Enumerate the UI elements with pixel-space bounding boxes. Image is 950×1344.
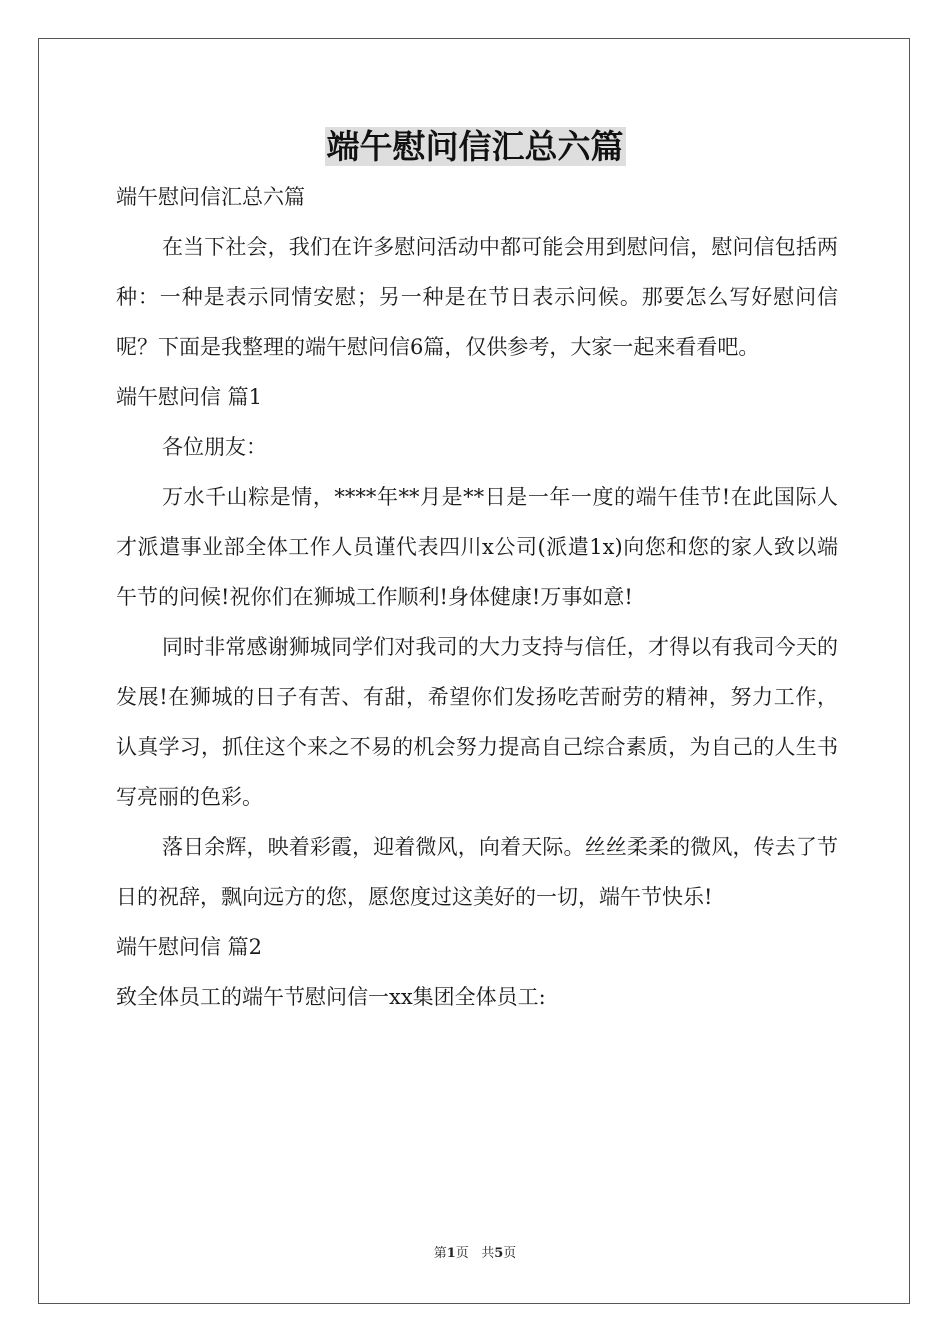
paragraph: 落日余辉，映着彩霞，迎着微风，向着天际。丝丝柔柔的微风，传去了节日的祝辞，飘向远方的您，愿您度过这美好的一切，端午节快乐!: [116, 835, 838, 909]
paragraph: 同时非常感谢狮城同学们对我司的大力支持与信任，才得以有我司今天的发展!在狮城的日子有苦、有甜，希望你们发扬吃苦耐劳的精神，努力工作，认真学习，抓住这个来之不易的机会努力提高自己综合素质，为自己的人生书写亮丽的色彩。: [116, 635, 838, 809]
paragraph: 各位朋友：: [162, 435, 267, 459]
footer-total-suffix: 页: [503, 1246, 517, 1261]
document-title-text: 端午慰问信汇总六篇: [326, 127, 624, 166]
footer-prefix: 第: [433, 1246, 447, 1261]
paragraph: 在当下社会，我们在许多慰问活动中都可能会用到慰问信，慰问信包括两种：一种是表示同情安慰；另一种是在节日表示问候。那要怎么写好慰问信呢？下面是我整理的端午慰问信6篇，仅供参考，大家一起来看看吧。: [116, 235, 838, 359]
paragraph: 端午慰问信汇总六篇: [116, 185, 305, 209]
document-body: [116, 172, 838, 1022]
paragraph: 致全体员工的端午节慰问信一xx集团全体员工:: [116, 985, 546, 1009]
section-heading: 端午慰问信 篇2: [116, 935, 263, 959]
page-footer: [0, 1244, 950, 1264]
footer-total-pages: 5: [494, 1246, 504, 1261]
document-title: [0, 122, 950, 172]
section-heading: 端午慰问信 篇1: [116, 385, 263, 409]
footer-page-number: 1: [446, 1246, 456, 1261]
footer-page-suffix: 页: [455, 1246, 469, 1261]
footer-total-prefix: 共: [481, 1246, 495, 1261]
paragraph: 万水千山粽是情，****年**月是**日是一年一度的端午佳节!在此国际人才派遣事业部全体工作人员谨代表四川x公司(派遣1x)向您和您的家人致以端午节的问候!祝你们在狮城工作顺利!身体健康!万事如意!: [116, 485, 838, 609]
